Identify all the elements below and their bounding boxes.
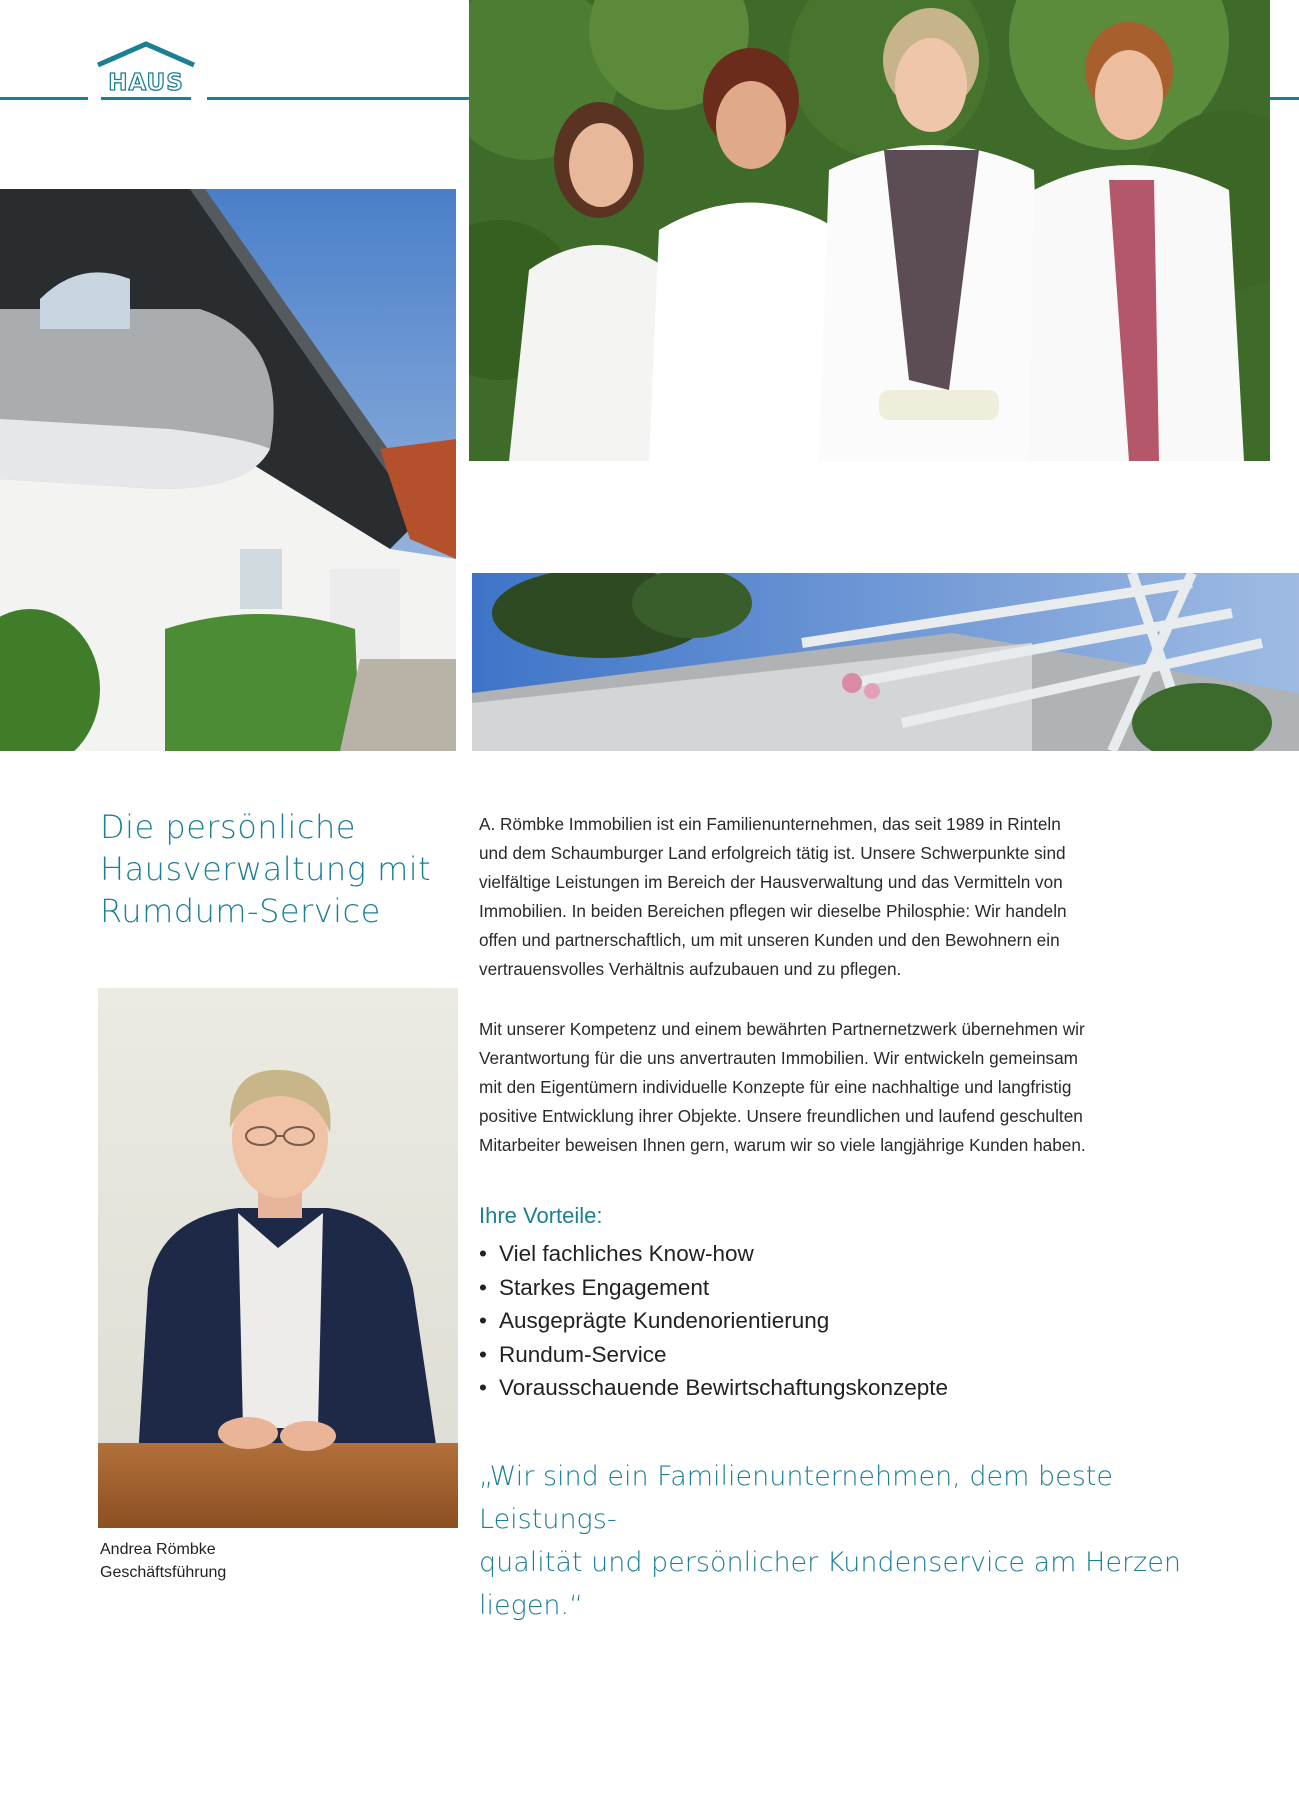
caption-role: Geschäftsführung (100, 1564, 227, 1581)
intro-paragraph-2 (479, 1015, 1199, 1160)
list-item: • Viel fachliches Know-how (479, 1237, 948, 1271)
text-line: mit den Eigentümern individuelle Konzepte für eine nachhaltige und langfristig (479, 1077, 1072, 1097)
caption-name: Andrea Römbke (100, 1541, 216, 1558)
portrait-caption (100, 1538, 226, 1584)
advantages-title: Ihre Vorteile: (479, 1203, 603, 1228)
haus-logo (93, 40, 199, 104)
text-line: Mit unserer Kompetenz und einem bewährten Partnernetzwerk übernehmen wir (479, 1019, 1085, 1039)
headline-line: Rumdum-Service (100, 892, 381, 930)
header-rule-left (0, 97, 88, 100)
headline-line: Hausverwaltung mit (100, 850, 432, 888)
list-item: • Vorausschauende Bewirtschaftungskonzepte (479, 1371, 948, 1405)
headline-line: Die persönliche (100, 808, 356, 846)
list-item: • Starkes Engagement (479, 1271, 948, 1305)
text-line: vertrauensvolles Verhältnis aufzubauen und zu pflegen. (479, 959, 902, 979)
text-line: offen und partnerschaftlich, um mit unseren Kunden und den Bewohnern ein (479, 930, 1060, 950)
house-balcony-photo (0, 189, 456, 751)
text-line: A. Römbke Immobilien ist ein Familienunternehmen, das seit 1989 in Rinteln (479, 814, 1061, 834)
svg-text:HAUS: HAUS (108, 70, 184, 96)
text-line: Mitarbeiter beweisen Ihnen gern, warum wir so viele langjährige Kunden haben. (479, 1135, 1086, 1155)
pergola-photo (472, 573, 1299, 751)
text-line: positive Entwicklung ihrer Objekte. Unsere freundlichen und laufend geschulten (479, 1106, 1083, 1126)
list-item: • Rundum-Service (479, 1338, 948, 1372)
quote-line: „Wir sind ein Familienunternehmen, dem beste Leistungs- (479, 1461, 1113, 1535)
quote-line: qualität und persönlicher Kundenservice am Herzen liegen.“ (479, 1547, 1181, 1621)
team-photo (469, 0, 1270, 461)
text-line: Immobilien. In beiden Bereichen pflegen wir dieselbe Philosphie: Wir handeln (479, 901, 1067, 921)
portrait-photo (98, 988, 458, 1528)
list-item: • Ausgeprägte Kundenorientierung (479, 1304, 948, 1338)
text-line: und dem Schaumburger Land erfolgreich tätig ist. Unsere Schwerpunkte sind (479, 843, 1066, 863)
text-line: vielfältige Leistungen im Bereich der Hausverwaltung und das Vermitteln von (479, 872, 1063, 892)
intro-paragraph-1 (479, 810, 1199, 984)
quote (479, 1455, 1239, 1627)
headline (100, 806, 460, 932)
advantages-list (479, 1237, 948, 1405)
text-line: Verantwortung für die uns anvertrauten Immobilien. Wir entwickeln gemeinsam (479, 1048, 1078, 1068)
